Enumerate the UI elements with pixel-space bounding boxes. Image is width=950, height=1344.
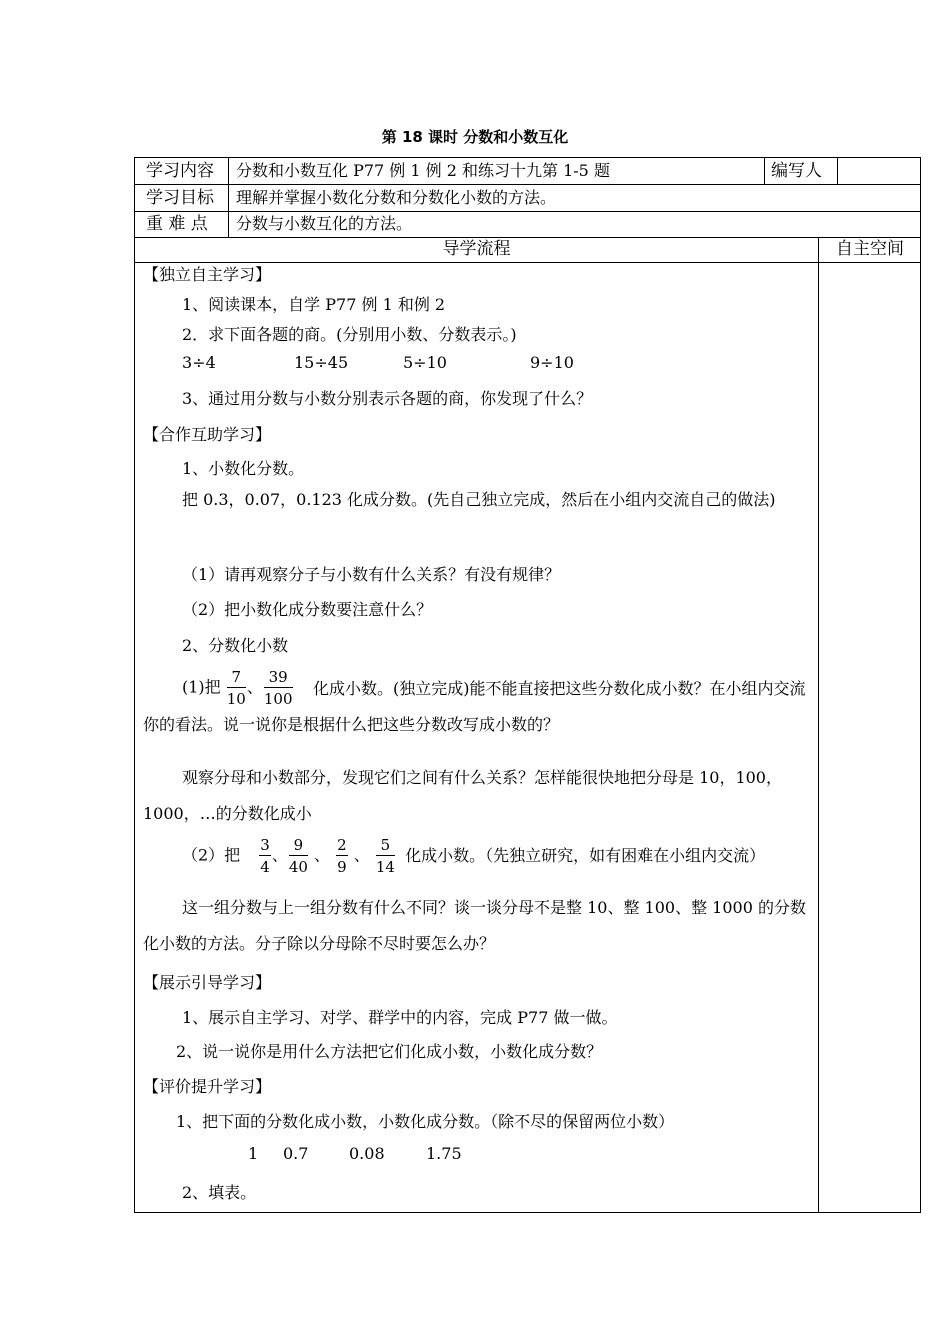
text-line: （1）请再观察分子与小数有什么关系？有没有规律？ [182,565,561,584]
text-line: 1、阅读课本，自学 P77 例 1 和例 2 [182,295,446,314]
separator: 、 [314,845,331,865]
separator: 、 [271,845,288,865]
author-divider [837,157,838,185]
numerator: 9 [289,836,308,856]
numerator: 5 [376,836,395,856]
denominator: 14 [375,858,395,876]
text-line: 2、说一说你是用什么方法把它们化成小数，小数化成分数？ [176,1042,603,1061]
key-value: 分数与小数互化的方法。 [236,214,413,233]
denominator: 9 [337,858,347,876]
content-label: 学习内容 [146,161,214,181]
denominator: 40 [288,858,308,876]
denominator: 100 [263,690,293,708]
flow-label: 导学流程 [442,239,511,259]
denominator: 4 [260,858,270,876]
division-q1: 3÷4 [182,353,216,372]
goal-label: 学习目标 [146,188,214,208]
fraction [376,836,395,876]
section-title-cooperative: 【合作互助学习】 [143,425,272,444]
text-line: 2．求下面各题的商。(分别用小数、分数表示。) [182,325,517,344]
content-value: 分数和小数互化 P77 例 1 例 2 和练习十九第 1-5 题 [236,161,610,180]
table-border-left [134,157,135,1213]
table-border-bottom [134,1212,921,1213]
section-title-independent: 【独立自主学习】 [143,265,272,284]
fraction [336,836,348,876]
division-q4: 9÷10 [530,353,574,372]
fraction-line-b [182,836,765,876]
number-item: 0.7 [283,1144,309,1163]
author-divider [764,157,765,185]
text-paragraph: 这一组分数与上一组分数有什么不同？谈一谈分母不是整 10、整 100、整 1000 的分数化小数的方法。分子除以分母除不尽时要怎么办？ [143,898,806,953]
table-border-top [134,157,921,158]
division-q3: 5÷10 [403,353,447,372]
text-paragraph: 化成小数。(独立完成)能不能直接把这些分数化成小数？在小组内交流你的看法。说一说你是根据什么把这些分数改写成小数的？ [143,679,806,734]
text-line: 1、把下面的分数化成小数，小数化成分数。（除不尽的保留两位小数） [176,1112,675,1131]
number-item: 1.75 [426,1144,462,1163]
text-line: 1、小数化分数。 [182,459,305,478]
denominator: 10 [226,690,246,708]
text-line: （2）把小数化成分数要注意什么？ [182,600,433,619]
text-paragraph: 观察分母和小数部分，发现它们之间有什么关系？怎样能很快地把分母是 10，100，1000，…的分数化成小 [143,768,782,823]
numerator: 2 [337,836,347,854]
fraction [259,836,271,876]
text-line: 1、展示自主学习、对学、群学中的内容，完成 P77 做一做。 [182,1008,618,1027]
separator: 、 [246,677,263,697]
separator: 、 [353,845,370,865]
key-label: 重 难 点 [146,214,208,234]
space-label: 自主空间 [836,239,904,259]
text-paragraph: 把 0.3，0.07，0.123 化成分数。(先自己独立完成，然后在小组内交流自己的做法) [182,490,776,509]
numerator: 7 [227,668,246,688]
numerator: 3 [260,836,270,854]
text-fragment: （2）把 [182,845,241,865]
row-divider [134,184,921,185]
goal-value: 理解并掌握小数化分数和分数化小数的方法。 [236,188,557,207]
row-divider [134,211,921,212]
numerator: 39 [264,668,293,688]
text-line: 2、填表。 [182,1183,257,1202]
table-border-right [920,157,921,1213]
number-item: 0.08 [349,1144,385,1163]
text-line: 2、分数化小数 [182,636,289,655]
number-item: 1 [248,1144,259,1163]
space-column-divider [818,237,819,1213]
section-title-showcase: 【展示引导学习】 [143,973,272,992]
page-title: 第 18 课时 分数和小数互化 [381,128,569,146]
fraction [289,836,308,876]
text-line: 3、通过用分数与小数分别表示各题的商，你发现了什么？ [182,389,593,408]
text-fragment: (1)把 [182,677,221,697]
section-title-evaluation: 【评价提升学习】 [143,1077,272,1096]
label-column-divider [228,157,229,238]
text-fragment: 化成小数。（先独立研究，如有困难在小组内交流） [405,845,766,865]
division-q2: 15÷45 [294,353,349,372]
author-label: 编写人 [771,161,822,181]
